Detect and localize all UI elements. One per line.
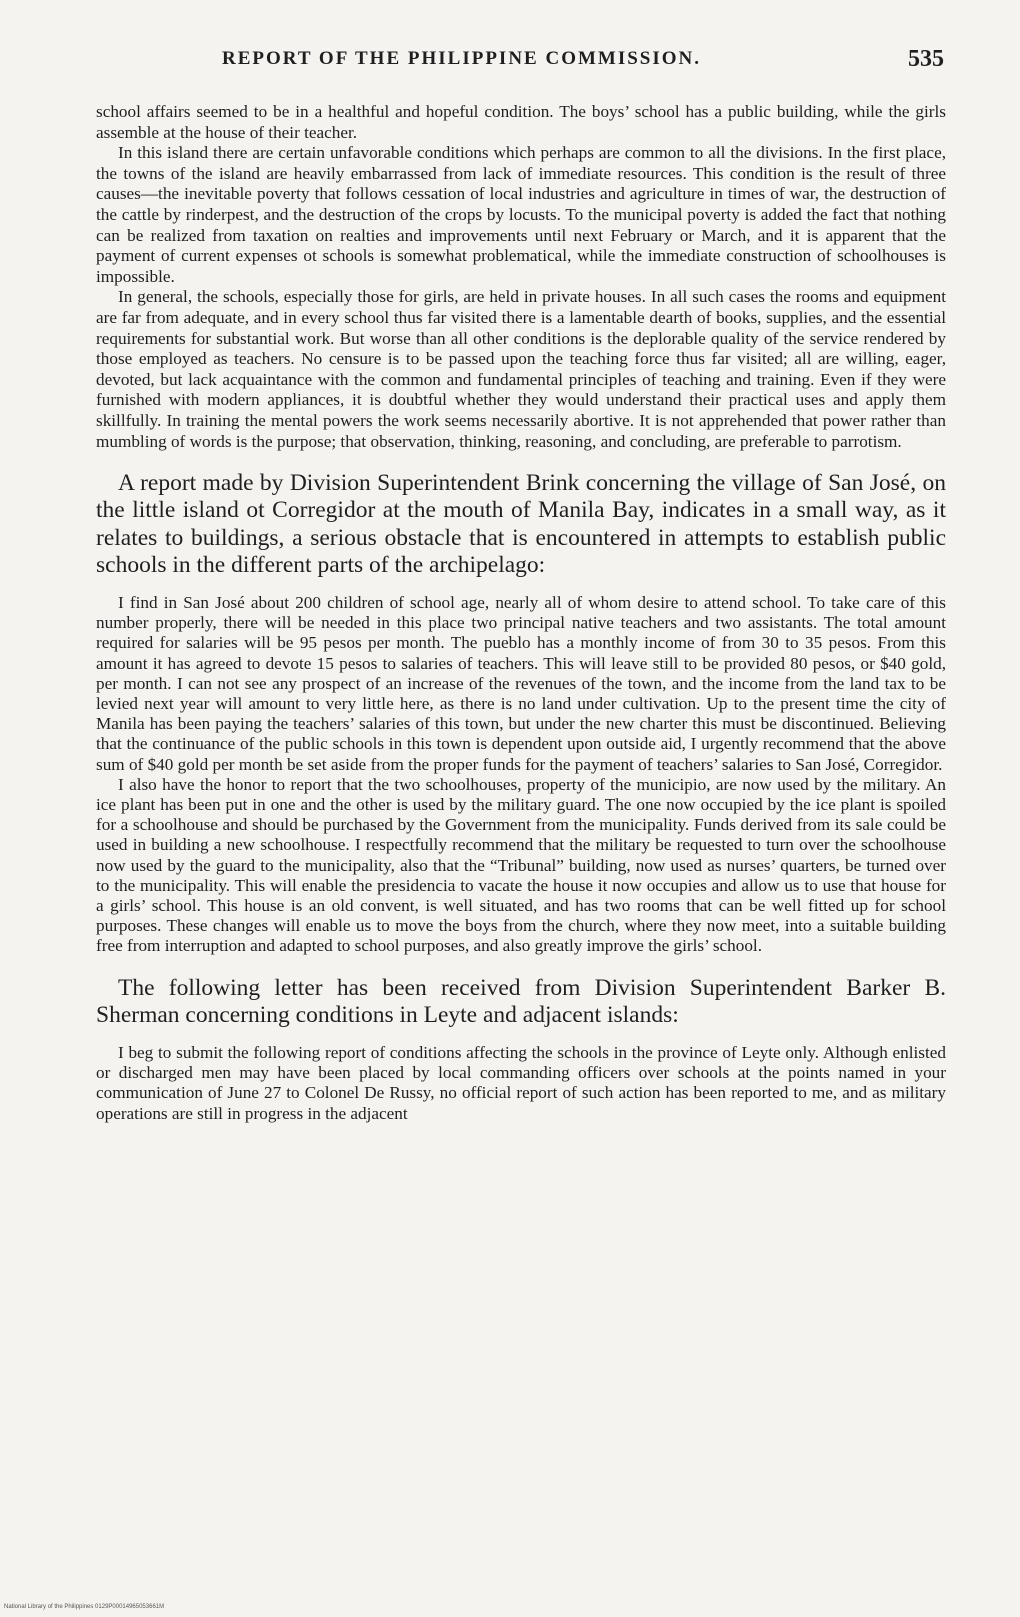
running-header xyxy=(92,46,944,76)
page-body xyxy=(96,102,946,1124)
header-title: REPORT OF THE PHILIPPINE COMMISSION. xyxy=(222,48,702,69)
quoted-paragraph: I also have the honor to report that the two schoolhouses, property of the municipio, are now used by the military. An ice plant has been put in one and the other is used by the military guard. The one now occupied by the ice plant is spoiled for a schoolhouse and should be purchased by the Government from the municipality. Funds derived from its sale could be used in building a new schoolhouse. I respectfully recommend that the military be requested to turn over the schoolhouse now used by the guard to the municipality, also that the “Tribunal” building, now used as nurses’ quarters, be turned over to the municipality. This will enable the presidencia to vacate the house it now occupies and allow us to use that house for a girls’ school. This house is an old convent, is well situated, and has two rooms that can be well fitted up for school purposes. These changes will enable us to move the boys from the church, where they now meet, into a suitable building free from interruption and adapted to school purposes, and also greatly improve the girls’ school. xyxy=(96,774,946,956)
paragraph: In this island there are certain unfavorable conditions which perhaps are common to all the divisions. In the first place, the towns of the island are heavily embarrassed from lack of immediate resources. This condition is the result of three causes—the inevitable poverty that follows cessation of local industries and agriculture in times of war, the destruction of the cattle by rinderpest, and the destruction of the crops by locusts. To the municipal poverty is added the fact that nothing can be realized from taxation on realties and improvements until next February or March, and it is apparent that the payment of current expenses ot schools is somewhat problematical, while the immediate construction of schoolhouses is impossible. xyxy=(96,143,946,286)
quoted-letter xyxy=(96,1043,946,1124)
paragraph: school affairs seemed to be in a healthful and hopeful condition. The boys’ school has a public building, while the girls assemble at the house of their teacher. xyxy=(96,102,946,142)
quoted-report xyxy=(96,593,946,957)
quoted-paragraph: I find in San José about 200 children of school age, nearly all of whom desire to attend school. To take care of this number properly, there will be needed in this place two principal native teachers and two assistants. The total amount required for salaries will be 95 pesos per month. The pueblo has a monthly income of from 30 to 35 pesos. From this amount it has agreed to devote 15 pesos to salaries of teachers. This will leave still to be provided 80 pesos, or $40 gold, per month. I can not see any prospect of an increase of the revenues of the town, and the income from the land tax to be levied next year will amount to very little here, as there is no land under cultivation. Up to the present time the city of Manila has been paying the teachers’ salaries of this town, but under the new charter this must be discontinued. Believing that the continuance of the public schools in this town is dependent upon outside aid, I urgently recommend that the above sum of $40 gold per month be set aside from the proper funds for the payment of teachers’ salaries to San José, Corregidor. xyxy=(96,592,946,774)
quoted-paragraph: I beg to submit the following report of conditions affecting the schools in the province of Leyte only. Although enlisted or discharged men may have been placed by local commanding officers over schools at the points named in your communication of June 27 to Colonel De Russy, no official report of such action has been reported to me, and as military operations are still in progress in the adjacent xyxy=(96,1042,946,1123)
page-number: 535 xyxy=(908,46,944,72)
large-type-paragraph: The following letter has been received from Division Superintendent Barker B. Sherman concerning conditions in Leyte and adjacent islands: xyxy=(96,974,946,1028)
paragraph: In general, the schools, especially those for girls, are held in private houses. In all such cases the rooms and equipment are far from adequate, and in every school thus far visited there is a lamentable dearth of books, supplies, and the essential requirements for substantial work. But worse than all other conditions is the deplorable quality of the service rendered by those employed as teachers. No censure is to be passed upon the teaching force thus far visited; all are willing, eager, devoted, but lack acquaintance with the common and fundamental principles of teaching and training. Even if they were furnished with modern appliances, it is doubtful whether they would understand their practical uses and apply them skillfully. In training the mental powers the work seems necessarily abortive. It is not apprehended that power rather than mumbling of words is the purpose; that observation, thinking, reasoning, and concluding, are preferable to parrotism. xyxy=(96,287,946,451)
large-type-paragraph: A report made by Division Superintendent Brink concerning the village of San José, on the little island ot Corregidor at the mouth of Manila Bay, indicates in a small way, as it relates to buildings, a serious obstacle that is encountered in attempts to establish public schools in the different parts of the archipelago: xyxy=(96,470,946,578)
scan-footer-stamp: National Library of the Philippines 0129P00014965053661M xyxy=(4,1604,165,1610)
